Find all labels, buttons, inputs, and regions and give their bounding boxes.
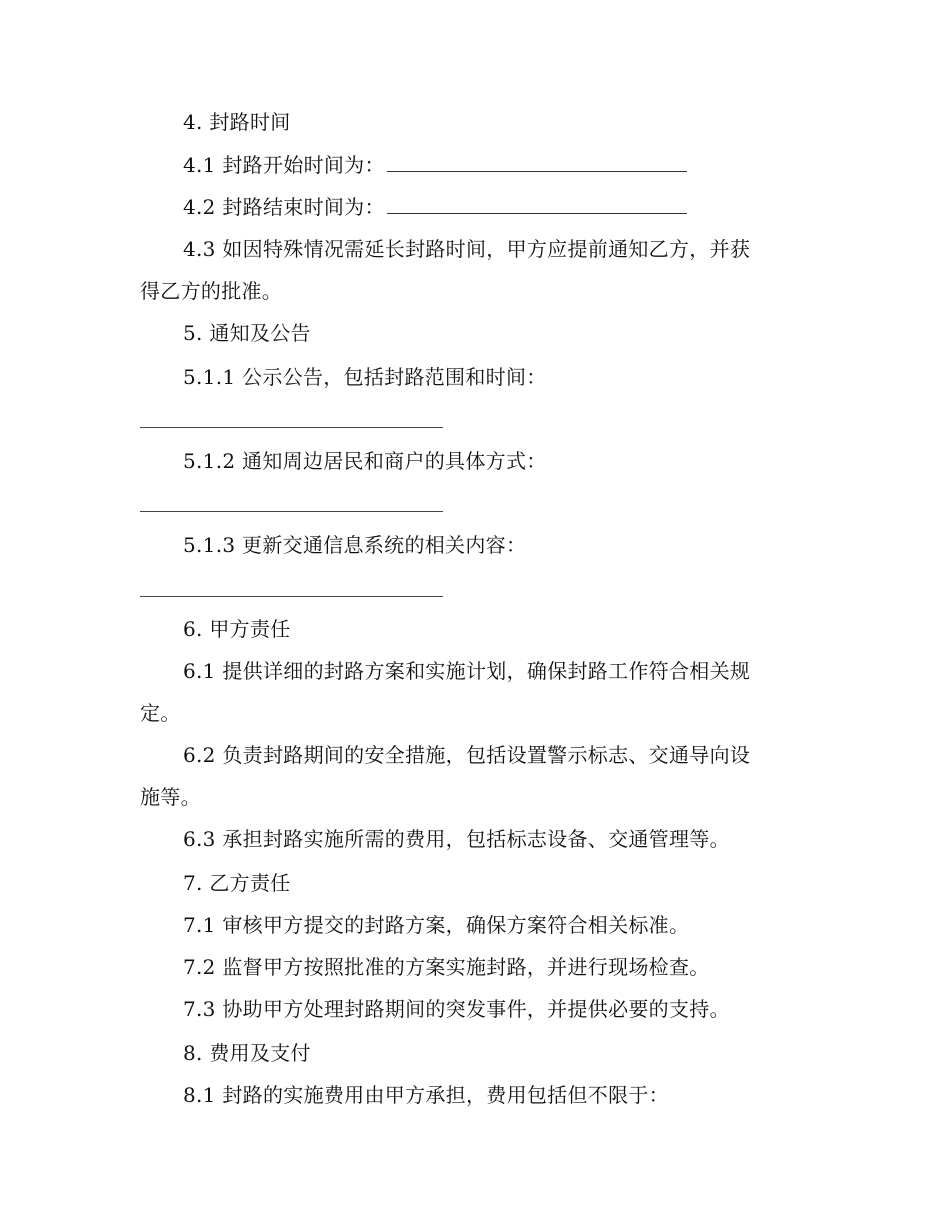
clause-4-1-text: 4.1 封路开始时间为： <box>183 153 385 177</box>
end-time-blank <box>387 195 687 214</box>
clause-4-3-line2: 得乙方的批准。 <box>140 279 283 303</box>
clause-4-1 <box>183 153 687 177</box>
section-6-heading: 6. 甲方责任 <box>183 617 291 641</box>
section-5-heading: 5. 通知及公告 <box>183 321 311 345</box>
clause-5-1-3: 5.1.3 更新交通信息系统的相关内容： <box>183 533 527 557</box>
clause-7-1: 7.1 审核甲方提交的封路方案，确保方案符合相关标准。 <box>183 913 690 937</box>
clause-6-3: 6.3 承担封路实施所需的费用，包括标志设备、交通管理等。 <box>183 827 730 851</box>
clause-6-2-line2: 施等。 <box>140 785 201 809</box>
clause-5-1-1: 5.1.1 公示公告，包括封路范围和时间： <box>183 365 547 389</box>
clause-6-1-line1: 6.1 提供详细的封路方案和实施计划，确保封路工作符合相关规 <box>183 659 751 683</box>
clause-6-2-line1: 6.2 负责封路期间的安全措施，包括设置警示标志、交通导向设 <box>183 743 751 767</box>
clause-7-2: 7.2 监督甲方按照批准的方案实施封路，并进行现场检查。 <box>183 955 710 979</box>
section-8-heading: 8. 费用及支付 <box>183 1041 311 1065</box>
clause-4-2 <box>183 195 687 219</box>
clause-5-1-3-blank <box>140 596 443 597</box>
clause-4-3-line1: 4.3 如因特殊情况需延长封路时间，甲方应提前通知乙方，并获 <box>183 237 751 261</box>
section-7-heading: 7. 乙方责任 <box>183 871 291 895</box>
clause-5-1-1-blank <box>140 427 443 428</box>
clause-7-3: 7.3 协助甲方处理封路期间的突发事件，并提供必要的支持。 <box>183 997 730 1021</box>
clause-4-2-text: 4.2 封路结束时间为： <box>183 195 385 219</box>
clause-8-1: 8.1 封路的实施费用由甲方承担，费用包括但不限于： <box>183 1083 669 1107</box>
clause-5-1-2-blank <box>140 511 443 512</box>
start-time-blank <box>387 153 687 172</box>
clause-5-1-2: 5.1.2 通知周边居民和商户的具体方式： <box>183 449 547 473</box>
clause-6-1-line2: 定。 <box>140 701 181 725</box>
section-4-heading: 4. 封路时间 <box>183 110 291 134</box>
